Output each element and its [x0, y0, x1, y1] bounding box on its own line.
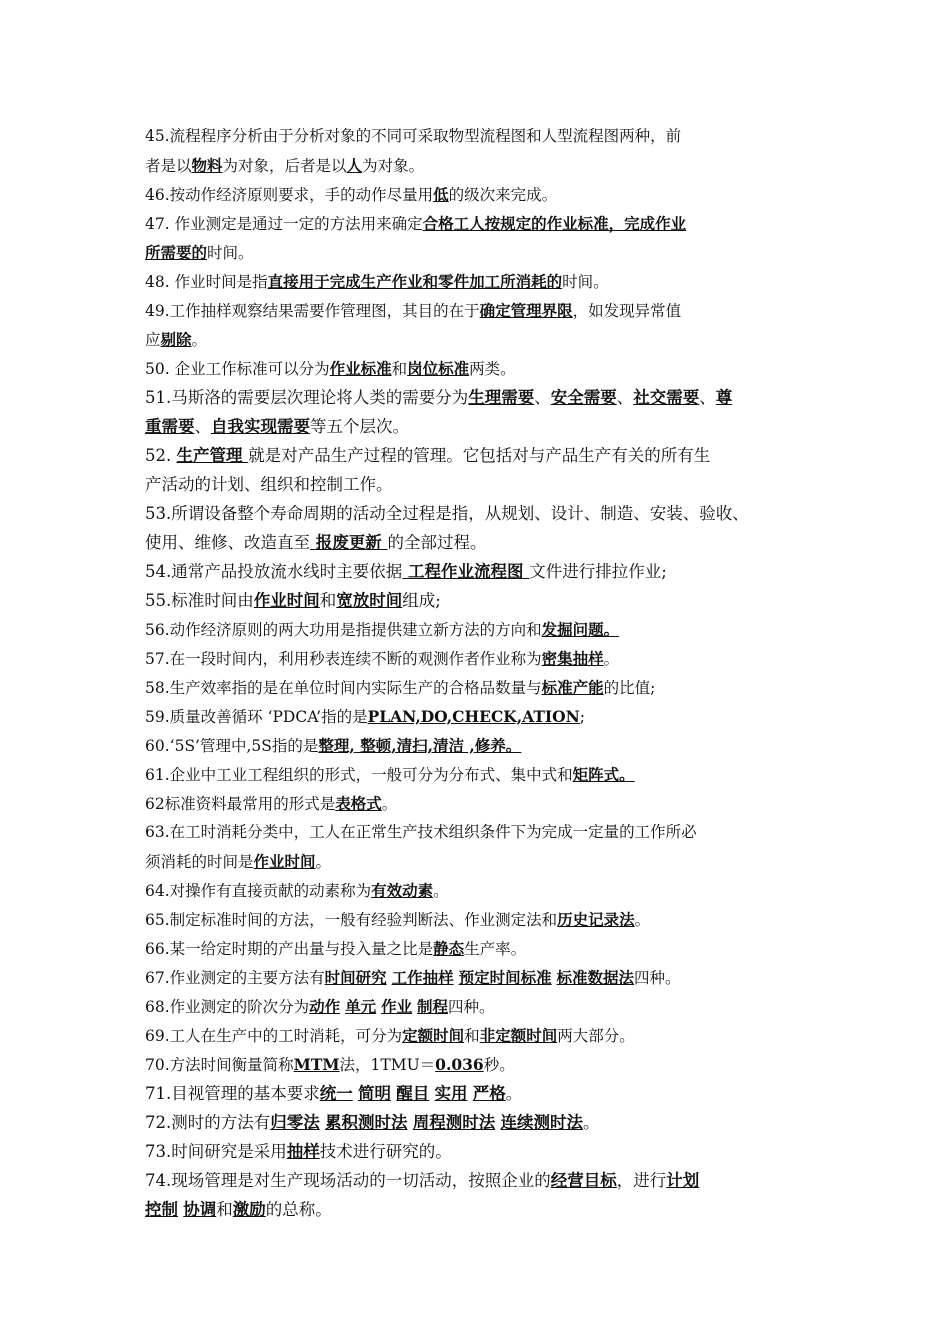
- question-text: 64.对操作有直接贡献的动素称为: [145, 882, 372, 900]
- question-text: 等五个层次。: [310, 417, 409, 436]
- question-text: 的总称。: [265, 1200, 332, 1219]
- answer-text: 预定时间标准: [458, 968, 552, 987]
- question-text: 测时的方法有: [171, 1113, 271, 1132]
- question-text: 。: [634, 911, 651, 929]
- answer-text: 归零法: [270, 1113, 320, 1132]
- question-text: 和: [319, 591, 337, 610]
- answer-text: 计划: [666, 1171, 700, 1190]
- text-line: [145, 934, 815, 963]
- question-text: 57.在一段时间内，利用秒表连续不断的观测作者作业称为: [145, 650, 542, 668]
- question-text: 47. 作业测定是通过一定的方法用来确定: [145, 215, 423, 233]
- answer-text: 醒目: [396, 1084, 430, 1103]
- question-text: 。: [603, 650, 620, 668]
- question-text: 66.某一给定时期的产出量与投入量之比是: [145, 940, 434, 958]
- text-line: [145, 586, 815, 615]
- question-text: 目视管理的基本要求: [171, 1084, 320, 1103]
- question-text: 时间。: [562, 273, 609, 291]
- text-line: [145, 992, 815, 1021]
- question-text: 63.在工时消耗分类中，工人在正常生产技术组织条件下为完成一定量的工作所必: [145, 823, 697, 841]
- question-text: 59.质量改善循环 ‘PDCA’指的是: [145, 708, 368, 726]
- answer-text: 连续测时法: [500, 1113, 583, 1132]
- text-line: [145, 818, 815, 847]
- answer-text: 0.036: [435, 1055, 484, 1074]
- answer-text: 作业时间: [253, 591, 320, 610]
- question-text: 时间。: [207, 244, 254, 262]
- text-line: [145, 1079, 815, 1108]
- question-text: 文件进行排拉作业;: [529, 562, 667, 581]
- answer-text: 严格: [472, 1084, 506, 1103]
- text-line: [145, 702, 815, 731]
- question-text: 马斯洛的需要层次理论将人类的需要分为: [171, 388, 469, 407]
- question-text: 四种。: [634, 969, 681, 987]
- answer-text: 标准产能: [541, 678, 604, 697]
- text-line: [145, 238, 815, 267]
- answer-text: 表格式: [335, 794, 382, 813]
- question-text: 。: [505, 1084, 523, 1103]
- question-text: 。: [583, 1113, 600, 1132]
- text-line: [145, 615, 815, 644]
- question-text: 60.‘5S’管理中,5S指的是: [145, 737, 319, 755]
- answer-text: 直接用于完成生产作业和零件加工所消耗的: [267, 272, 563, 291]
- question-text: 45.流程程序分析由于分析对象的不同可采取物型流程图和人型流程图两种，前: [145, 127, 682, 145]
- answer-text: 合格工人按规定的作业标准，完成作业: [422, 214, 687, 233]
- answer-text: 经营目标: [550, 1171, 617, 1190]
- answer-text: 工作抽样: [391, 968, 454, 987]
- question-text: 68.作业测定的阶次分为: [145, 998, 310, 1016]
- question-text: 56.动作经济原则的两大功用是指提供建立新方法的方向和: [145, 621, 542, 639]
- text-line: [145, 325, 815, 354]
- question-text: ，如发现异常值: [572, 302, 682, 320]
- answer-text: 低: [433, 185, 449, 204]
- question-text: 。: [381, 795, 398, 813]
- text-line: [145, 122, 815, 151]
- text-line: [145, 383, 815, 412]
- question-text: 秒。: [483, 1056, 515, 1074]
- text-line: [145, 209, 815, 238]
- question-text: 组成;: [402, 591, 441, 610]
- answer-text: 自我实现需要: [211, 417, 310, 436]
- answer-text: 作业时间: [253, 852, 316, 871]
- question-text: 两类。: [469, 360, 516, 378]
- question-text: 、: [534, 388, 551, 407]
- answer-text: 安全需要: [550, 388, 617, 407]
- question-text: 为对象。: [362, 157, 425, 175]
- answer-text: 有效动素: [371, 881, 434, 900]
- question-text: 使用、维修、改造直至: [145, 533, 310, 552]
- answer-text: 发掘问题。: [541, 620, 620, 639]
- answer-text: 物料: [191, 156, 223, 175]
- question-text: 的比值;: [603, 679, 656, 697]
- question-text: 四种。: [448, 998, 495, 1016]
- question-text: 70.方法时间衡量简称: [145, 1056, 294, 1074]
- question-text: 48. 作业时间是指: [145, 273, 268, 291]
- answer-text: 累积测时法: [325, 1113, 408, 1132]
- question-text: 和: [464, 1027, 480, 1045]
- question-text: 应: [145, 331, 161, 349]
- answer-text: 剔除: [160, 330, 192, 349]
- answer-text: 社交需要: [633, 388, 700, 407]
- text-line: [145, 731, 815, 760]
- answer-text: 周程测时法: [412, 1113, 496, 1132]
- question-text: 时间研究是采用: [171, 1142, 287, 1161]
- text-line: [145, 963, 815, 992]
- question-text: 和: [391, 360, 408, 378]
- answer-text: 密集抽样: [541, 649, 604, 668]
- answer-text: 控制: [145, 1200, 178, 1219]
- question-text: 、: [616, 388, 634, 407]
- question-text: 产活动的计划、组织和控制工作。: [145, 475, 393, 494]
- question-text: 51.: [145, 388, 172, 407]
- text-line: [145, 1050, 815, 1079]
- answer-text: 作业: [381, 997, 413, 1016]
- question-text: 为对象，后者是以: [222, 157, 347, 175]
- answer-text: 人: [346, 156, 363, 175]
- text-line: [145, 1108, 815, 1137]
- question-list: [145, 122, 815, 1224]
- answer-text: 宽放时间: [336, 591, 403, 610]
- question-text: 49.工作抽样观察结果需要作管理图，其目的在于: [145, 302, 480, 320]
- answer-text: 统一: [319, 1084, 353, 1103]
- answer-text: 生理需要: [468, 388, 535, 407]
- answer-text: 时间研究: [324, 968, 387, 987]
- text-line: [145, 557, 815, 586]
- answer-text: 矩阵式。: [572, 765, 635, 784]
- question-text: 、: [194, 417, 211, 436]
- question-text: 的级次来完成。: [448, 186, 558, 204]
- question-text: 69.工人在生产中的工时消耗，可分为: [145, 1027, 403, 1045]
- question-text: 58.生产效率指的是在单位时间内实际生产的合格品数量与: [145, 679, 542, 697]
- answer-text: 抽样: [286, 1142, 320, 1161]
- answer-text: 历史记录法: [557, 910, 635, 929]
- answer-text: 非定额时间: [479, 1026, 558, 1045]
- question-text: 者是以: [145, 157, 192, 175]
- question-text: 74.: [145, 1171, 172, 1190]
- answer-text: 生产管理: [176, 446, 249, 465]
- question-text: 的全部过程。: [387, 533, 487, 552]
- answer-text: 重需要: [145, 417, 195, 436]
- question-text: 标准时间由: [171, 591, 254, 610]
- question-text: 。: [433, 882, 449, 900]
- answer-text: MTM: [293, 1055, 340, 1074]
- answer-text: 工程作业流程图: [402, 562, 530, 581]
- answer-text: 作业标准: [329, 359, 392, 378]
- question-text: 54.: [145, 562, 172, 581]
- answer-text: 所需要的: [145, 243, 208, 262]
- answer-text: 制程: [417, 997, 449, 1016]
- answer-text: 协调: [183, 1200, 217, 1219]
- question-text: 须消耗的时间是: [145, 853, 254, 871]
- answer-text: 尊: [715, 388, 733, 407]
- text-line: [145, 151, 815, 180]
- question-text: 71.: [145, 1084, 172, 1103]
- question-text: 两大部分。: [557, 1027, 635, 1045]
- answer-text: PLAN,DO,CHECK,ATION: [367, 707, 580, 726]
- answer-text: 实用: [434, 1084, 468, 1103]
- text-line: [145, 644, 815, 673]
- question-text: ，进行: [616, 1171, 667, 1190]
- answer-text: 整理, 整顿,清扫,清洁 ,修养。: [318, 736, 522, 755]
- answer-text: 报废更新: [310, 533, 388, 552]
- answer-text: 单元: [345, 997, 377, 1016]
- text-line: [145, 673, 815, 702]
- question-text: ;: [579, 708, 586, 726]
- text-line: [145, 1137, 815, 1166]
- text-line: [145, 1166, 815, 1195]
- question-text: 67.作业测定的主要方法有: [145, 969, 325, 987]
- text-line: [145, 354, 815, 383]
- text-line: [145, 441, 815, 470]
- text-line: [145, 528, 815, 557]
- question-text: 就是对产品生产过程的管理。它包括对与产品生产有关的所有生: [248, 446, 711, 465]
- question-text: 53.: [145, 504, 172, 523]
- question-text: 和: [216, 1200, 233, 1219]
- text-line: [145, 1021, 815, 1050]
- text-line: [145, 876, 815, 905]
- text-line: [145, 760, 815, 789]
- answer-text: 岗位标准: [407, 359, 470, 378]
- text-line: [145, 267, 815, 296]
- text-line: [145, 180, 815, 209]
- question-text: 所谓设备整个寿命周期的活动全过程是指，从规划、设计、制造、安装、验收、: [171, 504, 749, 523]
- question-text: 技术进行研究的。: [319, 1142, 452, 1161]
- question-text: 现场管理是对生产现场活动的一切活动，按照企业的: [171, 1171, 551, 1190]
- question-text: 。: [315, 853, 332, 871]
- text-line: [145, 412, 815, 441]
- question-text: 72.: [145, 1113, 172, 1132]
- text-line: [145, 499, 815, 528]
- question-text: 50. 企业工作标准可以分为: [145, 360, 330, 378]
- text-line: [145, 847, 815, 876]
- question-text: 法，1TMU＝: [339, 1056, 436, 1074]
- answer-text: 简明: [358, 1084, 391, 1103]
- question-text: 生产率。: [464, 940, 527, 958]
- question-text: 52.: [145, 446, 177, 465]
- question-text: 61.企业中工业工程组织的形式，一般可分为分布式、集中式和: [145, 766, 573, 784]
- text-line: [145, 470, 815, 499]
- answer-text: 标准数据法: [556, 968, 635, 987]
- answer-text: 动作: [309, 997, 341, 1016]
- answer-text: 静态: [433, 939, 465, 958]
- text-line: [145, 296, 815, 325]
- question-text: 。: [191, 331, 208, 349]
- question-text: 通常产品投放流水线时主要依据: [171, 562, 403, 581]
- text-line: [145, 789, 815, 818]
- question-text: 、: [699, 388, 716, 407]
- question-text: 62标准资料最常用的形式是: [145, 795, 336, 813]
- question-text: 65.制定标准时间的方法，一般有经验判断法、作业测定法和: [145, 911, 558, 929]
- answer-text: 定额时间: [402, 1026, 465, 1045]
- question-text: 73.: [145, 1142, 172, 1161]
- text-line: [145, 1195, 815, 1224]
- text-line: [145, 905, 815, 934]
- answer-text: 激励: [232, 1200, 266, 1219]
- question-text: 55.: [145, 591, 172, 610]
- question-text: 46.按动作经济原则要求，手的动作尽量用: [145, 186, 434, 204]
- answer-text: 确定管理界限: [479, 301, 573, 320]
